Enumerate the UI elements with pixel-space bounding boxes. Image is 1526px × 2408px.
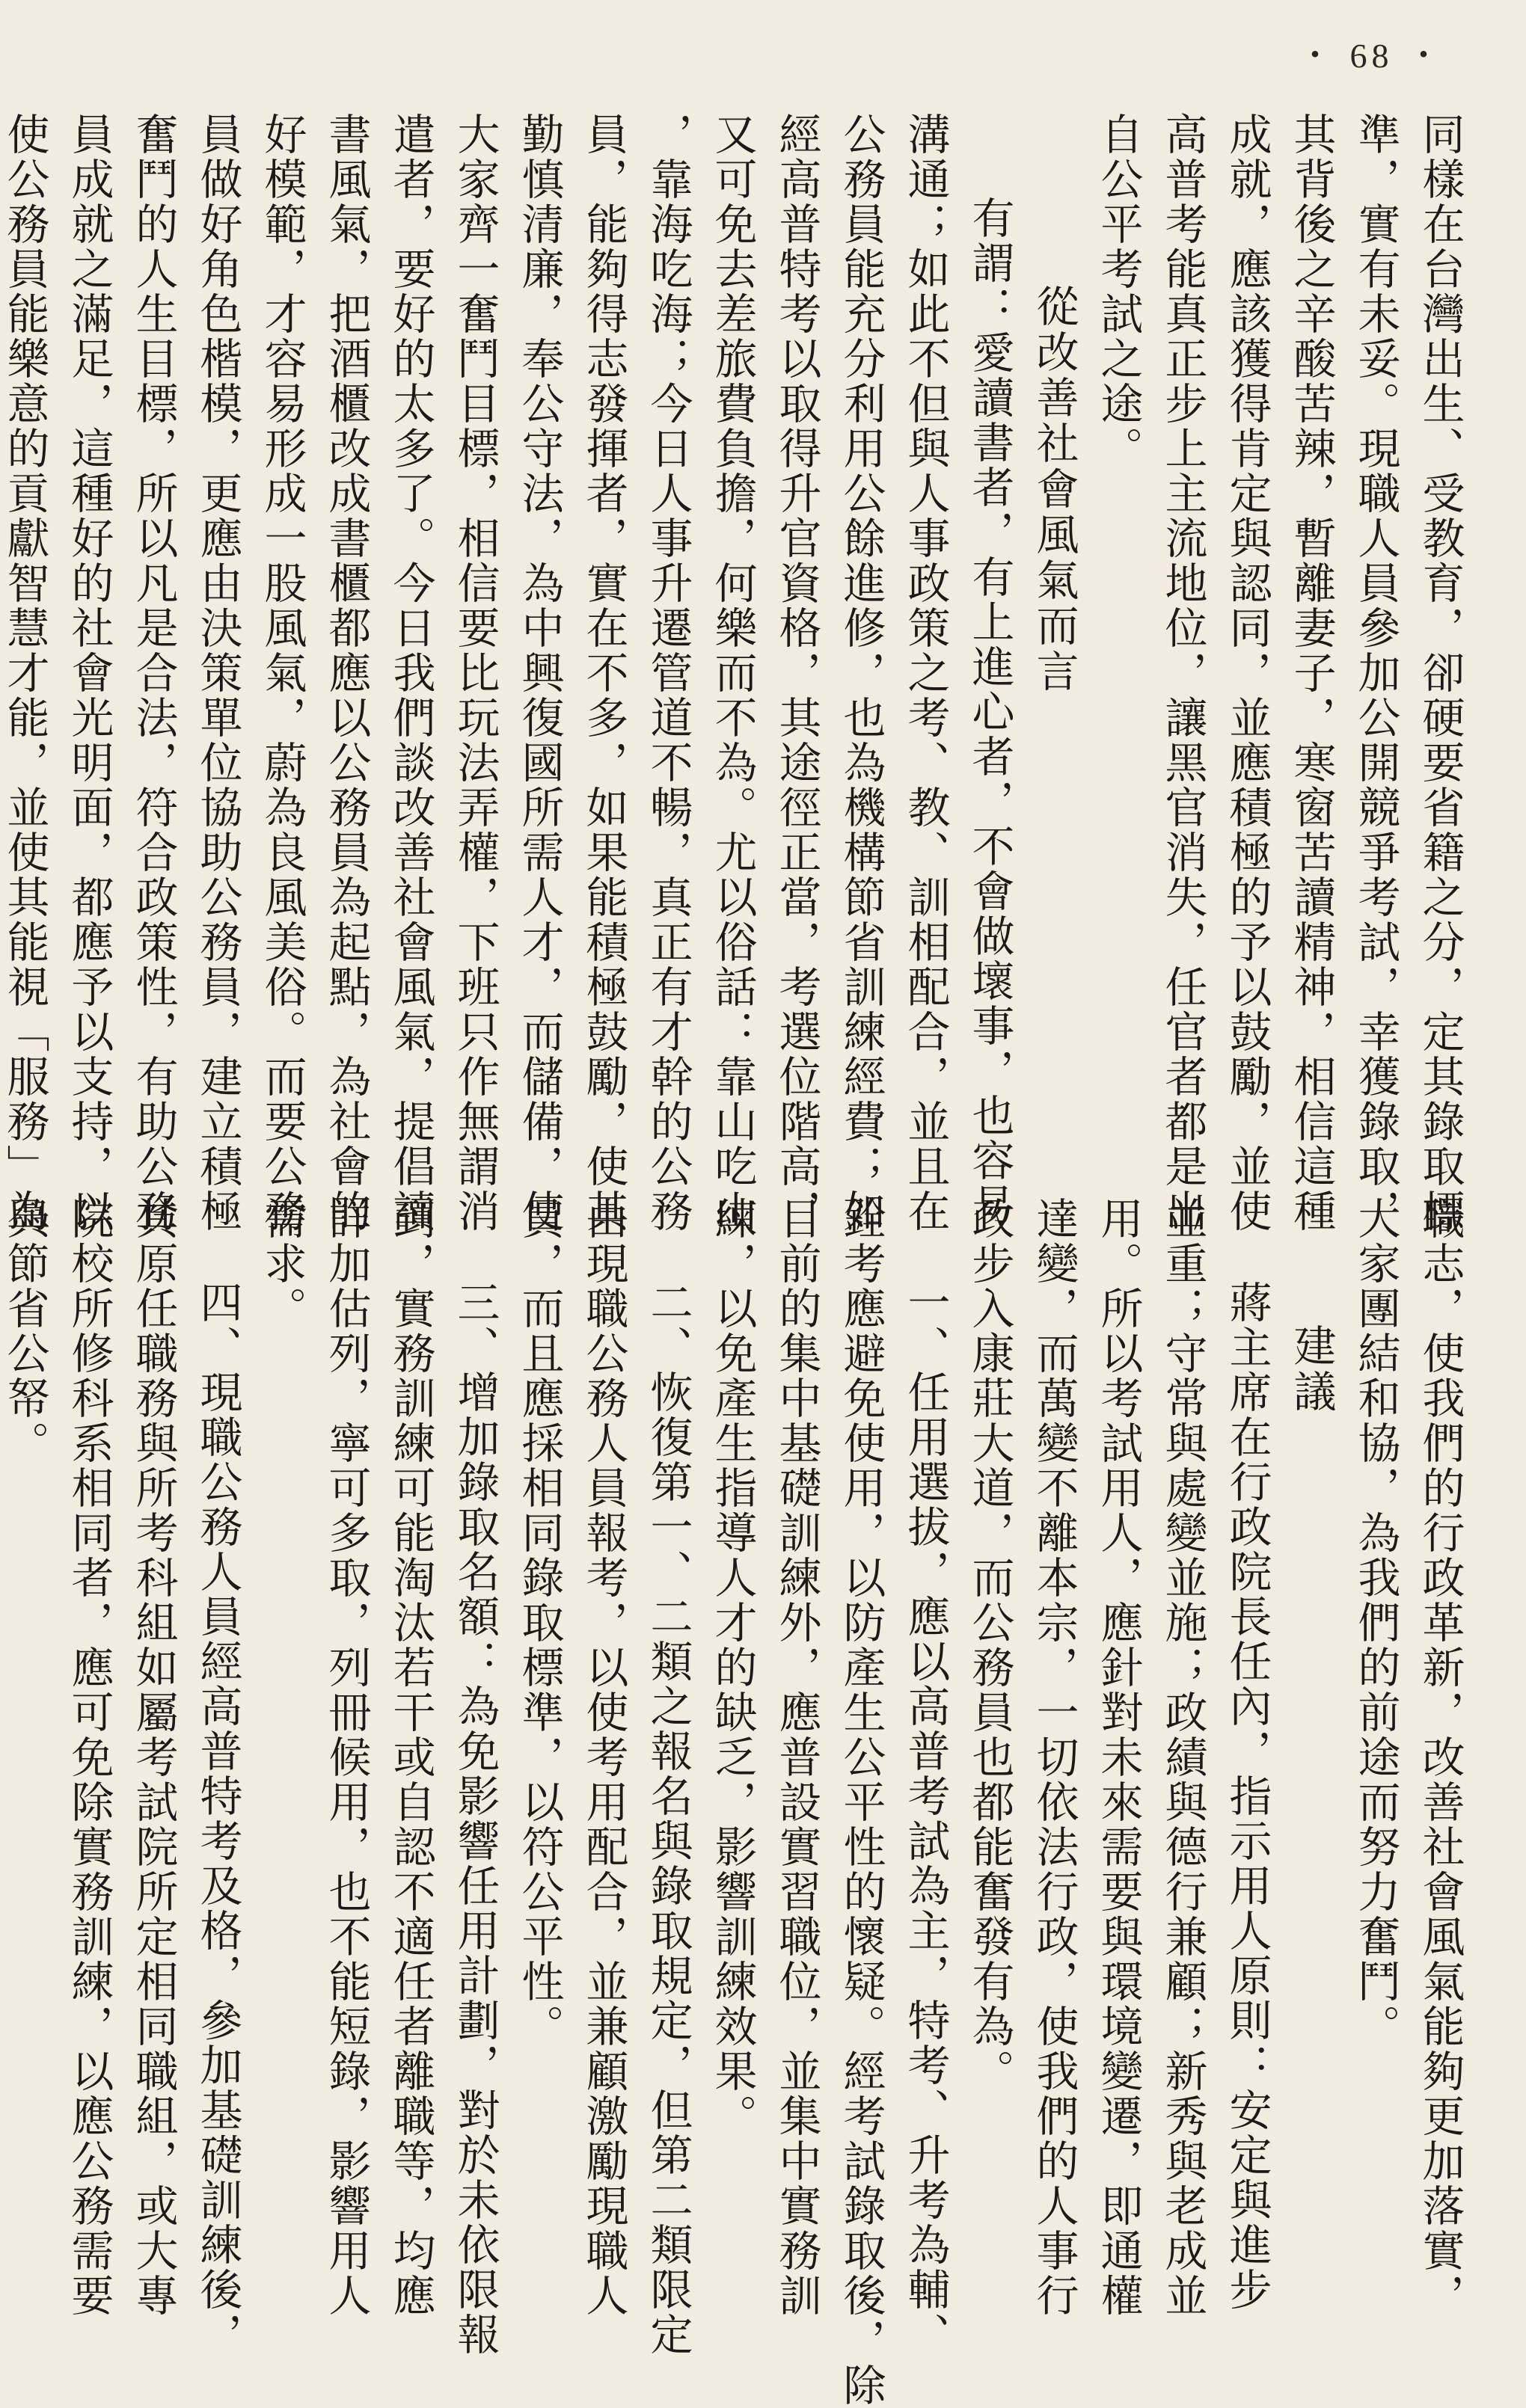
text-line: 員做好角色楷模，更應由決策單位協助公務員，建立積極 — [193, 112, 242, 1234]
section-heading: 建議 — [1287, 1324, 1336, 1415]
text-line: 奮鬥的人生目標，所以凡是合法，符合政策性，有助公務 — [129, 112, 178, 1234]
text-line: 同樣在台灣出生、受教育，卻硬要省籍之分，定其錄取標 — [1415, 112, 1465, 1234]
text-line: 大家團結和協，為我們的前途而努力奮鬥。 — [1351, 1197, 1400, 2049]
section-heading: 從改善社會風氣而言 — [1029, 284, 1079, 695]
text-line: 政步入康莊大道，而公務員也都能奮發有為。 — [965, 1197, 1014, 2094]
text-line: 達變，而萬變不離本宗，一切依法行政，使我們的人事行 — [1029, 1197, 1079, 2318]
page-number: ・ 68 ・ — [1298, 37, 1445, 75]
text-line: 勤慎清廉，奉公守法，為中興復國所需人才，而儲備，使 — [515, 112, 564, 1234]
text-line: 溝通；如此不但與人事政策之考、教、訓相配合，並且在 — [901, 112, 950, 1234]
text-line: 使公務員能樂意的貢獻智慧才能，並使其能視「服務」為 — [0, 112, 49, 1234]
text-line: 其原任職務與所考科組如屬考試院所定相同職組，或大專 — [129, 1197, 178, 2318]
text-line: 成就，應該獲得肯定與認同，並應積極的予以鼓勵，並使 — [1222, 112, 1272, 1234]
text-line: 準，實有未妥。現職人員參加公開競爭考試，幸獲錄取， — [1351, 112, 1400, 1234]
paragraph-start-line: 三、增加錄取名額：為免影響任用計劃，對於未依限報 — [450, 1280, 500, 2357]
text-line: ，靠海吃海；今日人事升遷管道不暢，真正有才幹的公務 — [643, 112, 693, 1234]
text-line: 遣者，要好的太多了。今日我們談改善社會風氣，提倡讀 — [386, 112, 435, 1234]
paragraph-start-line: 一、任用選拔，應以高普考試為主，特考、升考為輔、 — [901, 1280, 950, 2357]
text-line: 大家齊一奮鬥目標，相信要比玩法弄權，下班只作無謂消 — [450, 112, 500, 1234]
text-line: 銓考應避免使用，以防產生公平性的懷疑。經考試錄取後，除 — [836, 1197, 886, 2408]
text-line: 用。所以考試用人，應針對未來需要與環境變遷，即通權 — [1094, 1197, 1143, 2318]
text-line: 與節省公帑。 — [0, 1197, 49, 1466]
text-line: 練，以免產生指導人才的缺乏，影響訓練效果。 — [708, 1197, 757, 2139]
text-line: 需求。 — [257, 1197, 307, 1331]
text-line: 員，而且應採相同錄取標準，以符公平性。 — [515, 1197, 564, 2049]
text-line: 又可免去差旅費負擔，何樂而不為。尤以俗話：靠山吃山 — [708, 112, 757, 1234]
text-line: 目前的集中基礎訓練外，應普設實習職位，並集中實務訓 — [772, 1197, 821, 2318]
text-line: 由現職公務人員報考，以使考用配合，並兼顧激勵現職人 — [579, 1197, 628, 2318]
text-line: 其背後之辛酸苦辣，暫離妻子，寒窗苦讀精神，相信這種 — [1287, 112, 1336, 1234]
text-line: 到，實務訓練可能淘汰若干或自認不適任者離職等，均應 — [386, 1197, 435, 2318]
text-line: 詳加估列，寧可多取，列冊候用，也不能短錄，影響用人 — [322, 1197, 371, 2318]
text-line: 好模範，才容易形成一股風氣，蔚為良風美俗。而要公務 — [257, 112, 307, 1234]
paragraph-start-line: 四、現職公務人員經高普特考及格，參加基礎訓練後， — [193, 1280, 242, 2357]
paragraph-start-line: 有謂：愛讀書者，有上進心者，不會做壞事，也容易 — [965, 196, 1014, 1228]
lower-text-block — [0, 1197, 1472, 2408]
text-line: 並重；守常與處變並施；政績與德行兼顧；新秀與老成並 — [1158, 1197, 1207, 2318]
text-line: 員，能夠得志發揮者，實在不多，如果能積極鼓勵，使其 — [579, 112, 628, 1234]
text-line: 書風氣，把酒櫃改成書櫃都應以公務員為起點，為社會的 — [322, 112, 371, 1234]
text-line: 高普考能真正步上主流地位，讓黑官消失，任官者都是出 — [1158, 112, 1207, 1234]
text-line: 公務員能充分利用公餘進修，也為機構節省訓練經費；如 — [836, 112, 886, 1234]
text-line: 院校所修科系相同者，應可免除實務訓練，以應公務需要 — [64, 1197, 114, 2318]
upper-text-block — [0, 112, 1472, 1234]
paragraph-start-line: 蔣主席在行政院長任內，指示用人原則：安定與進步 — [1222, 1280, 1272, 2312]
text-line: 職志，使我們的行政革新，改善社會風氣能夠更加落實， — [1415, 1197, 1465, 2318]
text-line: 自公平考試之途。 — [1094, 112, 1143, 471]
text-line: 員成就之滿足，這種好的社會光明面，都應予以支持，以 — [64, 112, 114, 1234]
paragraph-start-line: 二、恢復第一、二類之報名與錄取規定，但第二類限定 — [643, 1280, 693, 2357]
text-line: 經高普特考以取得升官資格，其途徑正當，考選位階高， — [772, 112, 821, 1234]
